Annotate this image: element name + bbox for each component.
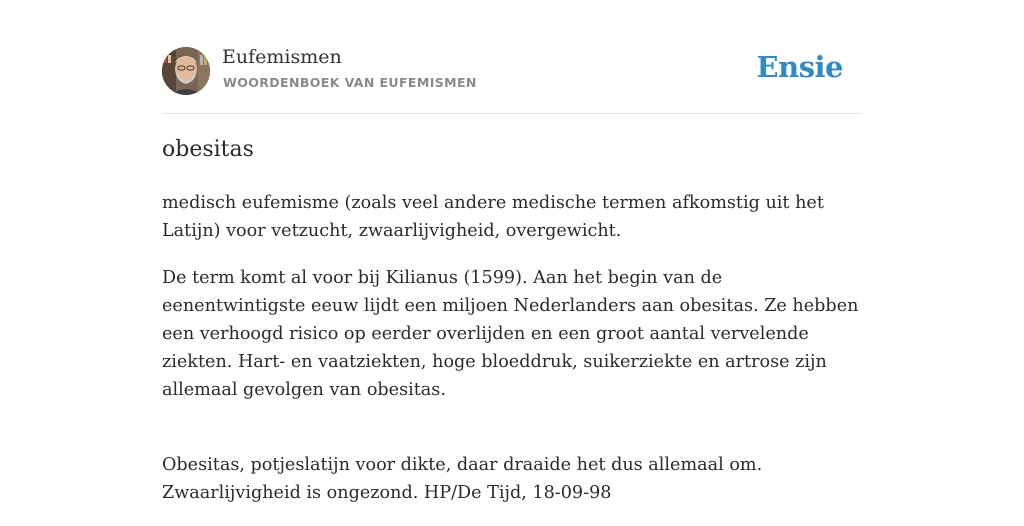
paragraph-spacer	[162, 423, 862, 451]
entry-body	[162, 189, 862, 526]
entry-header	[162, 0, 862, 114]
entry-card	[162, 0, 862, 503]
author-subtitle: WOORDENBOEK VAN EUFEMISMEN	[223, 75, 477, 90]
entry-term: obesitas	[162, 137, 254, 162]
author-avatar[interactable]	[162, 47, 210, 95]
author-name[interactable]: Eufemismen	[222, 46, 342, 68]
ensie-logo[interactable]: Ensie	[756, 50, 843, 84]
entry-definition: medisch eufemisme (zoals veel andere medische termen afkomstig uit het Latijn) voor vetzucht, zwaarlijvigheid, overgewicht.	[162, 193, 824, 241]
entry-quote: Obesitas, potjeslatijn voor dikte, daar draaide het dus allemaal om. Zwaarlijvigheid is ongezond. HP/De Tijd, 18-09-98	[162, 455, 763, 503]
entry-paragraph: De term komt al voor bij Kilianus (1599). Aan het begin van de eenentwintigste eeuw lijdt een miljoen Nederlanders aan obesitas. Ze hebben een verhoogd risico op eerder overlijden en een groot aantal vervelende ziekten. Hart- en vaatziekten, hoge bloeddruk, suikerziekte en artrose zijn allemaal gevolgen van obesitas.	[162, 268, 859, 400]
avatar-portrait-icon	[162, 47, 210, 95]
